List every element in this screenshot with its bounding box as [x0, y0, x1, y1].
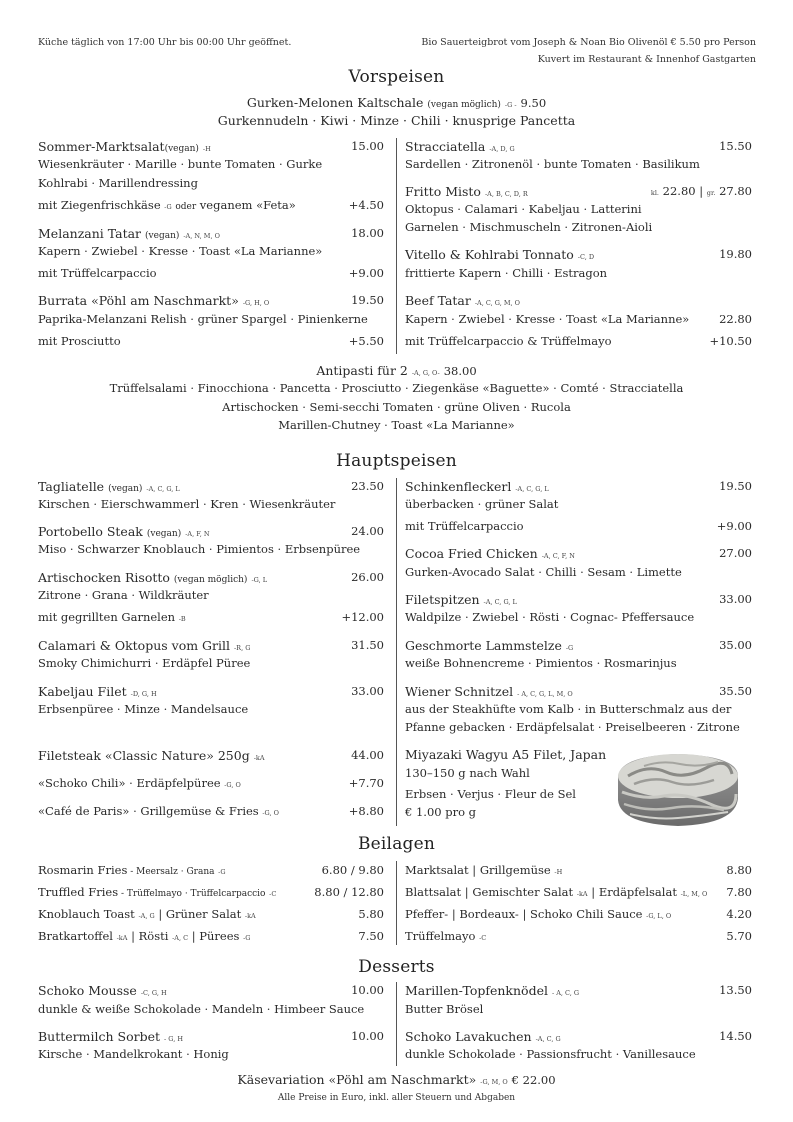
dish-price: 31.50 [351, 638, 384, 652]
dish-desc: Kohlrabi · Marillendressing [38, 176, 198, 190]
dish-name: Schinkenfleckerl [405, 479, 512, 494]
dish-price: 44.00 [351, 748, 384, 762]
allergens: -G [565, 644, 574, 652]
allergens: -G - [504, 101, 517, 109]
extra-price: +9.00 [716, 519, 752, 533]
side-price: 5.80 [358, 907, 384, 921]
dish-desc: dunkle Schokolade · Passionsfrucht · Vanillesauce [405, 1047, 696, 1061]
filetsteak-option [38, 776, 241, 790]
dish-name: Cocoa Fried Chicken [405, 546, 538, 561]
menu-item-stracciatella [405, 139, 515, 154]
allergens: -G [243, 934, 251, 942]
menu-item-burrata [38, 293, 269, 308]
allergens: -G, M, O [480, 1078, 508, 1086]
allergens: -C [269, 890, 277, 898]
dish-price: 26.00 [351, 570, 384, 584]
dish-price: 33.00 [351, 684, 384, 698]
dish-extra: mit Trüffelcarpaccio & Trüffelmayo [405, 334, 612, 348]
dish-desc: weiße Bohnencreme · Pimientos · Rosmarinjus [405, 656, 677, 670]
kuvert-note: Kuvert im Restaurant & Innenhof Gastgarten [537, 54, 756, 65]
dish-price-sizes [651, 184, 752, 198]
dish-extra [38, 198, 296, 212]
extra-conj: oder [175, 202, 197, 212]
allergens: -G, L [251, 576, 268, 584]
dish-desc: Pfanne gebacken · Erdäpfelsalat · Preiselbeeren · Zitrone [405, 720, 740, 734]
dish-desc: Miso · Schwarzer Knoblauch · Pimientos · Erbsenpüree [38, 542, 361, 556]
allergens: -kA [576, 890, 588, 898]
dish-name: Wiener Schnitzel [405, 684, 514, 699]
kaesevariation [0, 1072, 793, 1087]
dish-desc: Garnelen · Mischmuscheln · Zitronen-Aioli [405, 220, 653, 234]
allergens: -L, M, O [680, 890, 708, 898]
column-divider [396, 478, 397, 826]
allergens: -G, O [262, 809, 279, 817]
dish-extra: mit Trüffelcarpaccio [38, 266, 157, 280]
allergens: -A, C [172, 934, 189, 942]
allergens: -R, G [233, 644, 251, 652]
menu-item-wiener-schnitzel [405, 684, 573, 699]
size-label: kl. [650, 189, 659, 197]
antipasti-desc: Artischocken · Semi-secchi Tomaten · grüne Oliven · Rucola [222, 400, 571, 414]
dish-price: 15.50 [719, 139, 752, 153]
dish-note: (vegan möglich) [173, 575, 248, 585]
allergens: -B [178, 615, 186, 623]
column-divider [396, 861, 397, 945]
section-title-hauptspeisen: Hauptspeisen [336, 451, 457, 471]
allergens: -A, G [138, 912, 155, 920]
dish-note: (vegan) [108, 484, 143, 494]
allergens: -C, D [577, 253, 595, 261]
side-name: Blattsalat | Gemischter Salat [405, 885, 574, 899]
wagyu-steak-image [614, 746, 742, 830]
kitchen-hours: Küche täglich von 17:00 Uhr bis 00:00 Uhr geöffnet. [38, 37, 292, 48]
dish-desc: Erbsenpüree · Minze · Mandelsauce [38, 702, 249, 716]
dish-name: Burrata «Pöhl am Naschmarkt» [38, 293, 239, 308]
wagyu-desc: Erbsen · Verjus · Fleur de Sel [405, 787, 576, 801]
dish-price: 19.50 [351, 293, 384, 307]
dish-price: 13.50 [719, 983, 752, 997]
side-price: 5.70 [726, 929, 752, 943]
dish-desc: Waldpilze · Zwiebel · Rösti · Cognac- Pfeffersauce [405, 610, 695, 624]
dish-desc: Butter Brösel [405, 1002, 484, 1016]
dish-price: 10.00 [351, 1029, 384, 1043]
dish-note: (vegan) [164, 144, 199, 154]
allergens: -H [554, 868, 563, 876]
side-name: Pürees [199, 929, 240, 943]
side-rosmarin-fries [38, 863, 226, 877]
extra-price: +12.00 [341, 610, 384, 624]
extra-text: mit gegrillten Garnelen [38, 610, 176, 624]
allergens: -G [218, 868, 226, 876]
dish-name: Calamari & Oktopus vom Grill [38, 638, 230, 653]
side-detail: - Meersalz · Grana [127, 867, 215, 877]
extra-text: mit Ziegenfrischkäse [38, 198, 161, 212]
dish-price: € 22.00 [511, 1073, 556, 1087]
side-name: Knoblauch Toast [38, 907, 135, 921]
dish-extra: mit Trüffelcarpaccio [405, 519, 524, 533]
allergens: -A, N, M, O [183, 232, 220, 240]
side-name: Grüner Salat [165, 907, 242, 921]
dish-desc: Smoky Chimichurri · Erdäpfel Püree [38, 656, 251, 670]
menu-item-portobello-steak [38, 524, 210, 539]
menu-item-kabeljau-filet [38, 684, 157, 699]
extra-price: +10.50 [709, 334, 752, 348]
side-name: Truffled Fries [38, 885, 119, 899]
dish-name: Portobello Steak [38, 524, 143, 539]
side-bratkartoffel [38, 929, 250, 943]
menu-item-artischocken-risotto [38, 570, 267, 585]
extra-price: +9.00 [348, 266, 384, 280]
dish-price: 10.00 [351, 983, 384, 997]
allergens: -G, H, O [242, 299, 270, 307]
side-price: 8.80 [726, 863, 752, 877]
dish-desc: Kapern · Zwiebel · Kresse · Toast «La Marianne» [38, 244, 323, 258]
dish-extra: mit Prosciutto [38, 334, 121, 348]
side-name: Rosmarin Fries [38, 863, 128, 877]
allergens: -kA [253, 754, 265, 762]
side-price: 4.20 [726, 907, 752, 921]
dish-name: Filetsteak «Classic Nature» 250g [38, 748, 250, 763]
dish-desc: Paprika-Melanzani Relish · grüner Spargel · Pinienkerne [38, 312, 368, 326]
dessert-marillen-topfenknoedel [405, 983, 579, 998]
dish-price: 9.50 [520, 96, 547, 110]
side-name: Bratkartoffel [38, 929, 113, 943]
allergens: -A, C, G, L [483, 598, 517, 606]
side-price: 8.80 / 12.80 [314, 885, 384, 899]
price-large: 27.80 [719, 184, 752, 198]
price-footnote: Alle Preise in Euro, inkl. aller Steuern und Abgaben [277, 1093, 516, 1103]
dish-note: (vegan) [146, 529, 182, 539]
allergens: - G, H [164, 1035, 184, 1043]
allergens: -A, F, N [185, 530, 210, 538]
side-price: 7.50 [358, 929, 384, 943]
dish-name: Sommer-Marktsalat [38, 139, 165, 154]
side-knoblauch-toast [38, 907, 256, 921]
dish-price: 18.00 [351, 226, 384, 240]
dish-desc: Wiesenkräuter · Marille · bunte Tomaten · Gurke [38, 157, 323, 171]
dessert-buttermilch-sorbet [38, 1029, 183, 1044]
dish-desc: Sardellen · Zitronenöl · bunte Tomaten · Basilikum [405, 157, 700, 171]
extra-price: +4.50 [348, 198, 384, 212]
bread-note: Bio Sauerteigbrot vom Joseph & Noan Bio Olivenöl € 5.50 pro Person [421, 37, 756, 48]
dish-name: Marillen-Topfenknödel [405, 983, 548, 998]
dish-price: 24.00 [351, 524, 384, 538]
kaltschale-title [0, 95, 793, 110]
allergens: -A, C, G, L [515, 485, 549, 493]
dessert-schoko-mousse [38, 983, 167, 998]
dish-price: 23.50 [351, 479, 384, 493]
dessert-schoko-lavakuchen [405, 1029, 561, 1044]
extra-price: +5.50 [348, 334, 384, 348]
option-price: +7.70 [348, 776, 384, 790]
allergens: - A, C, G, L, M, O [517, 690, 573, 698]
option-text: «Café de Paris» · Grillgemüse & Fries [38, 804, 259, 818]
menu-item-cocoa-fried-chicken [405, 546, 575, 561]
menu-item-filetsteak [38, 748, 265, 763]
dish-price: 27.00 [719, 546, 752, 560]
allergens: -H [202, 145, 211, 153]
side-price: 6.80 / 9.80 [321, 863, 384, 877]
allergens: -A, C, F, N [541, 552, 575, 560]
section-title-desserts: Desserts [358, 957, 435, 977]
side-name: Erdäpfelsalat [598, 885, 677, 899]
dish-name: Kabeljau Filet [38, 684, 127, 699]
side-trueffelmayo [405, 929, 486, 943]
separator: | [154, 907, 166, 921]
allergens: -A, C, G [535, 1035, 561, 1043]
dish-name: Antipasti für 2 [316, 363, 408, 378]
dish-name: Tagliatelle [38, 479, 105, 494]
dish-desc: frittierte Kapern · Chilli · Estragon [405, 266, 608, 280]
menu-item-sommer-marktsalat [38, 139, 211, 154]
allergens: -A, C, G, M, O [474, 299, 520, 307]
side-name: Pfeffer- | Bordeaux- | Schoko Chili Sauce [405, 907, 643, 921]
side-name: Rösti [138, 929, 169, 943]
allergens: - A, C, G [551, 989, 580, 997]
dish-name: Buttermilch Sorbet [38, 1029, 161, 1044]
allergens: -kA [116, 934, 128, 942]
dish-name: Geschmorte Lammstelze [405, 638, 562, 653]
dish-desc: aus der Steakhüfte vom Kalb · in Butterschmalz aus der [405, 702, 732, 716]
dish-price: 15.00 [351, 139, 384, 153]
wagyu-title: Miyazaki Wagyu A5 Filet, Japan [405, 747, 607, 762]
dish-price: 14.50 [719, 1029, 752, 1043]
menu-item-lammstelze [405, 638, 573, 653]
kaltschale-desc: Gurkennudeln · Kiwi · Minze · Chili · knusprige Pancetta [217, 113, 576, 128]
dish-name: Käsevariation «Pöhl am Naschmarkt» [237, 1072, 477, 1087]
dish-note: (vegan möglich) [427, 100, 501, 110]
side-truffled-fries [38, 885, 276, 899]
allergens: -A, B, C, D, R [484, 190, 528, 198]
menu-item-calamari-oktopus [38, 638, 250, 653]
dish-desc: überbacken · grüner Salat [405, 497, 559, 511]
side-name: Trüffelmayo [405, 929, 476, 943]
dish-desc: Zitrone · Grana · Wildkräuter [38, 588, 209, 602]
menu-item-tagliatelle [38, 479, 180, 494]
menu-item-beef-tatar [405, 293, 520, 308]
allergens: -A, C, G, L [146, 485, 180, 493]
dish-name: Melanzani Tatar [38, 226, 142, 241]
dish-extra [38, 610, 186, 624]
dish-name: Fritto Misto [405, 184, 481, 199]
allergens: -G, L, O [646, 912, 672, 920]
dish-price: 35.50 [719, 684, 752, 698]
dish-name: Stracciatella [405, 139, 486, 154]
dish-name: Beef Tatar [405, 293, 471, 308]
allergens: -D, G, H [130, 690, 157, 698]
dish-price: 19.80 [719, 247, 752, 261]
allergens: -C, G, H [140, 989, 167, 997]
dish-desc: Kapern · Zwiebel · Kresse · Toast «La Marianne» [405, 312, 690, 326]
dish-name: Gurken-Melonen Kaltschale [246, 95, 424, 110]
size-label: gr. [706, 189, 716, 197]
dish-price: 19.50 [719, 479, 752, 493]
separator: | [127, 929, 139, 943]
allergens: -A, G, O- [411, 369, 440, 377]
wagyu-weight: 130–150 g nach Wahl [405, 766, 530, 780]
dish-name: Schoko Mousse [38, 983, 137, 998]
side-detail: - Trüffelmayo · Trüffelcarpaccio [118, 889, 266, 899]
column-divider [396, 138, 397, 354]
extra-text: veganem «Feta» [199, 198, 296, 212]
option-text: «Schoko Chili» · Erdäpfelpüree [38, 776, 221, 790]
section-title-beilagen: Beilagen [357, 834, 436, 854]
dish-note: (vegan) [145, 231, 180, 241]
separator: | [587, 885, 599, 899]
dish-price: 38.00 [443, 364, 477, 378]
antipasti-title [0, 363, 793, 378]
price-small: 22.80 [662, 184, 696, 198]
dish-price: 35.00 [719, 638, 752, 652]
allergens: -C [479, 934, 487, 942]
allergens: -G [164, 203, 172, 211]
allergens: -G, O [224, 781, 241, 789]
option-price: +8.80 [348, 804, 384, 818]
side-marktsalat [405, 863, 562, 877]
dish-name: Vitello & Kohlrabi Tonnato [405, 247, 574, 262]
allergens: -A, D, G [489, 145, 515, 153]
column-divider [396, 982, 397, 1066]
dish-desc: Gurken-Avocado Salat · Chilli · Sesam · Limette [405, 565, 682, 579]
section-title-vorspeisen: Vorspeisen [348, 67, 445, 87]
side-price: 7.80 [726, 885, 752, 899]
wagyu-price: € 1.00 pro g [405, 805, 477, 819]
price-separator: | [699, 184, 704, 198]
separator: | [188, 929, 200, 943]
dish-desc: dunkle & weiße Schokolade · Mandeln · Himbeer Sauce [38, 1002, 365, 1016]
menu-item-filetspitzen [405, 592, 517, 607]
dish-desc: Kirsche · Mandelkrokant · Honig [38, 1047, 229, 1061]
antipasti-desc: Marillen-Chutney · Toast «La Marianne» [278, 418, 515, 432]
side-blattsalat [405, 885, 707, 899]
side-saucen [405, 907, 671, 921]
dish-name: Schoko Lavakuchen [405, 1029, 532, 1044]
menu-item-melanzani-tatar [38, 226, 220, 241]
menu-item-fritto-misto [405, 184, 528, 199]
menu-item-vitello-tonnato [405, 247, 594, 262]
menu-item-schinkenfleckerl [405, 479, 549, 494]
dish-desc: Oktopus · Calamari · Kabeljau · Latterini [405, 202, 642, 216]
side-name: Marktsalat | Grillgemüse [405, 863, 551, 877]
filetsteak-option [38, 804, 279, 818]
dish-desc: Kirschen · Eierschwammerl · Kren · Wiesenkräuter [38, 497, 336, 511]
antipasti-desc: Trüffelsalami · Finocchiona · Pancetta · Prosciutto · Ziegenkäse «Baguette» · Comté · Stracciatella [109, 381, 684, 395]
dish-name: Artischocken Risotto [38, 570, 170, 585]
dish-name: Filetspitzen [405, 592, 480, 607]
dish-price: 33.00 [719, 592, 752, 606]
dish-price: 22.80 [719, 312, 752, 326]
allergens: -kA [244, 912, 256, 920]
